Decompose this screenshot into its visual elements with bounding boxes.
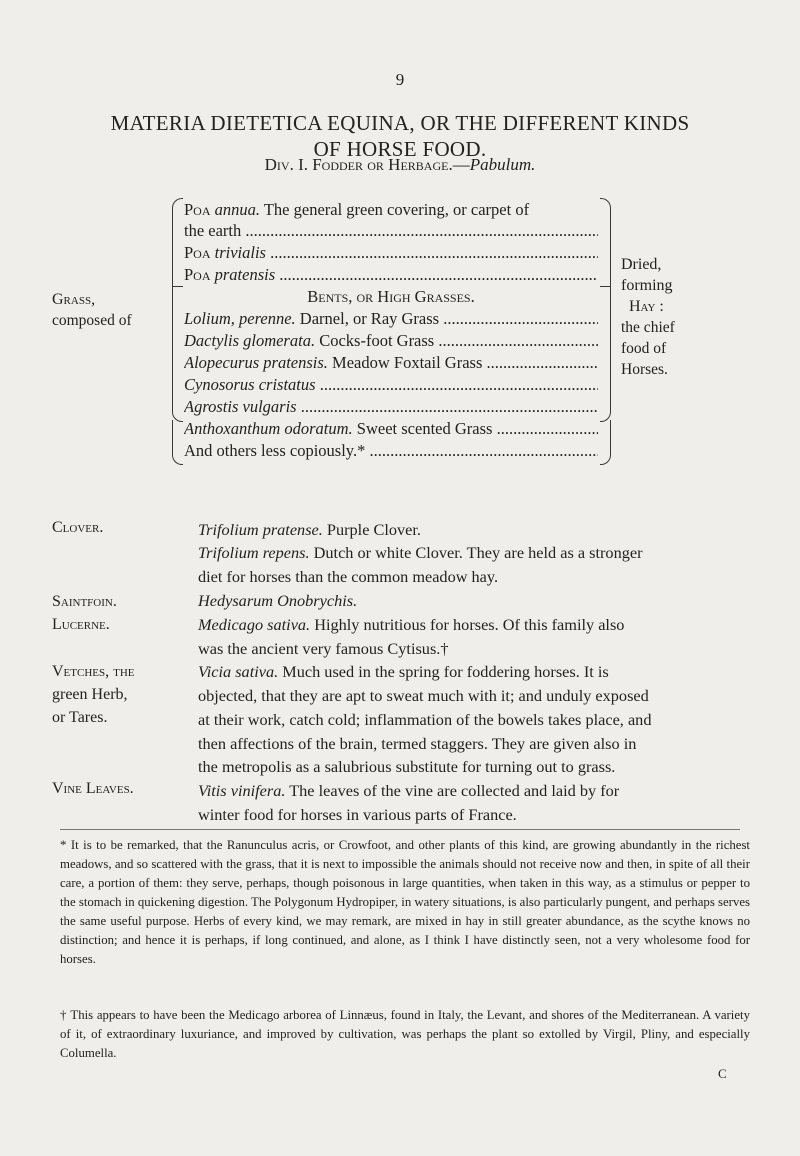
bent-line-2: Dactylis glomerata. Cocks-foot Grass ..... bbox=[184, 331, 598, 351]
margin-clover: Clover. bbox=[52, 519, 104, 536]
footnote-rule bbox=[60, 829, 740, 830]
body-line-1: Trifolium pratense. Purple Clover. bbox=[198, 520, 421, 539]
body-line-7: Vicia sativa. Much used in the spring for foddering horses. It is bbox=[198, 662, 609, 681]
left-brace-mid bbox=[172, 285, 183, 321]
page-title-line1: MATERIA DIETETICA EQUINA, OR THE DIFFERENT KINDS bbox=[110, 111, 690, 135]
body-line-4: Hedysarum Onobrychis. bbox=[198, 591, 358, 610]
body-line-12: Vitis vinifera. The leaves of the vine are collected and laid by for bbox=[198, 781, 620, 800]
body-line-6: was the ancient very famous Cytisus.† bbox=[198, 639, 449, 658]
left-brace-top bbox=[172, 198, 183, 287]
signature-mark: C bbox=[718, 1066, 727, 1081]
hay-side-5: food of bbox=[621, 340, 667, 357]
right-brace-bottom bbox=[600, 321, 611, 422]
body-line-8: objected, that they are apt to sweat much with it; and unduly exposed bbox=[198, 686, 649, 705]
margin-vetches-1: Vetches, the bbox=[52, 663, 135, 680]
hay-side-1: Dried, bbox=[621, 256, 662, 273]
margin-vetches-2: green Herb, bbox=[52, 686, 128, 703]
right-brace-top bbox=[600, 198, 611, 287]
right-brace-tail bbox=[600, 420, 611, 465]
body-line-2: Trifolium repens. Dutch or white Clover. They are held as a stronger bbox=[198, 543, 643, 562]
body-line-5: Medicago sativa. Highly nutritious for horses. Of this family also bbox=[198, 615, 625, 634]
division-heading: Div. I. Fodder or Herbage.—Pabulum. bbox=[264, 155, 536, 174]
grass-line-2: the earth ..... bbox=[184, 221, 598, 241]
margin-saintfoin: Saintfoin. bbox=[52, 593, 117, 610]
grass-line-3: Poa trivialis ..... bbox=[184, 243, 598, 263]
hay-side-3: Hay : bbox=[629, 298, 664, 315]
margin-vine: Vine Leaves. bbox=[52, 780, 134, 797]
body-line-9: at their work, catch cold; inflammation of the bowels takes place, and bbox=[198, 710, 652, 729]
grass-line-4: Poa pratensis ..... bbox=[184, 265, 598, 285]
left-brace-tail bbox=[172, 420, 183, 465]
body-line-11: the metropolis as a salubrious substitute for turning out to grass. bbox=[198, 757, 616, 776]
bent-line-6: Anthoxanthum odoratum. Sweet scented Grass ..... bbox=[184, 419, 598, 439]
grass-side-label: Grass, bbox=[52, 291, 96, 308]
bent-line-3: Alopecurus pratensis. Meadow Foxtail Grass ..... bbox=[184, 353, 598, 373]
bents-heading: Bents, or High Grasses. bbox=[307, 287, 475, 306]
bent-line-7: And others less copiously.* ..... bbox=[184, 441, 598, 461]
hay-side-6: Horses. bbox=[621, 361, 668, 378]
footnote-2: † This appears to have been the Medicago arborea of Linnæus, found in Italy, the Levant, and shores of the Mediterranean. A variety of it, of extraordinary luxuriance, and improved by cultivation, was perhaps the plant so extolled by Virgil, Pliny, and especially Columella. bbox=[60, 1008, 750, 1060]
grass-line-1: Poa annua. The general green covering, or carpet of bbox=[184, 200, 530, 219]
body-line-13: winter food for horses in various parts of France. bbox=[198, 805, 517, 824]
body-line-10: then affections of the brain, termed staggers. They are given also in bbox=[198, 734, 637, 753]
left-brace-bottom bbox=[172, 321, 183, 422]
margin-lucerne: Lucerne. bbox=[52, 616, 110, 633]
hay-side-4: the chief bbox=[621, 319, 675, 336]
body-line-3: diet for horses than the common meadow hay. bbox=[198, 567, 499, 586]
bent-line-5: Agrostis vulgaris ..... bbox=[184, 397, 598, 417]
bent-line-1: Lolium, perenne. Darnel, or Ray Grass ..... bbox=[184, 309, 598, 329]
hay-side-2: forming bbox=[621, 277, 673, 294]
grass-side-label-2: composed of bbox=[52, 312, 132, 329]
margin-vetches-3: or Tares. bbox=[52, 709, 108, 726]
footnote-1: * It is to be remarked, that the Ranunculus acris, or Crowfoot, and other plants of this kind, are growing abundantly in the richest meadows, and so scattered with the grass, that it is next to impossible the animals should not receive now and then, in spite of all their care, a portion of them: they serve, perhaps, though poisonous in large quantities, when taken in this way, as a stimulus or pepper to the stomach in quickening digestion. The Polygonum Hydropiper, in watery situations, is also particularly pungent, and perhaps serves the same useful purpose. Herbs of every kind, we may remark, are mixed in hay in still greater abundance, as the scythe knows no distinction; and hence it is perhaps, if long continued, and alone, as I think I have distinctly seen, not a very wholesome food for horses. bbox=[60, 838, 750, 966]
page-title-line2: OF HORSE FOOD. bbox=[313, 137, 487, 161]
page-number: 9 bbox=[395, 70, 405, 89]
right-brace-mid bbox=[600, 285, 611, 321]
bent-line-4: Cynosorus cristatus ..... bbox=[184, 375, 598, 395]
